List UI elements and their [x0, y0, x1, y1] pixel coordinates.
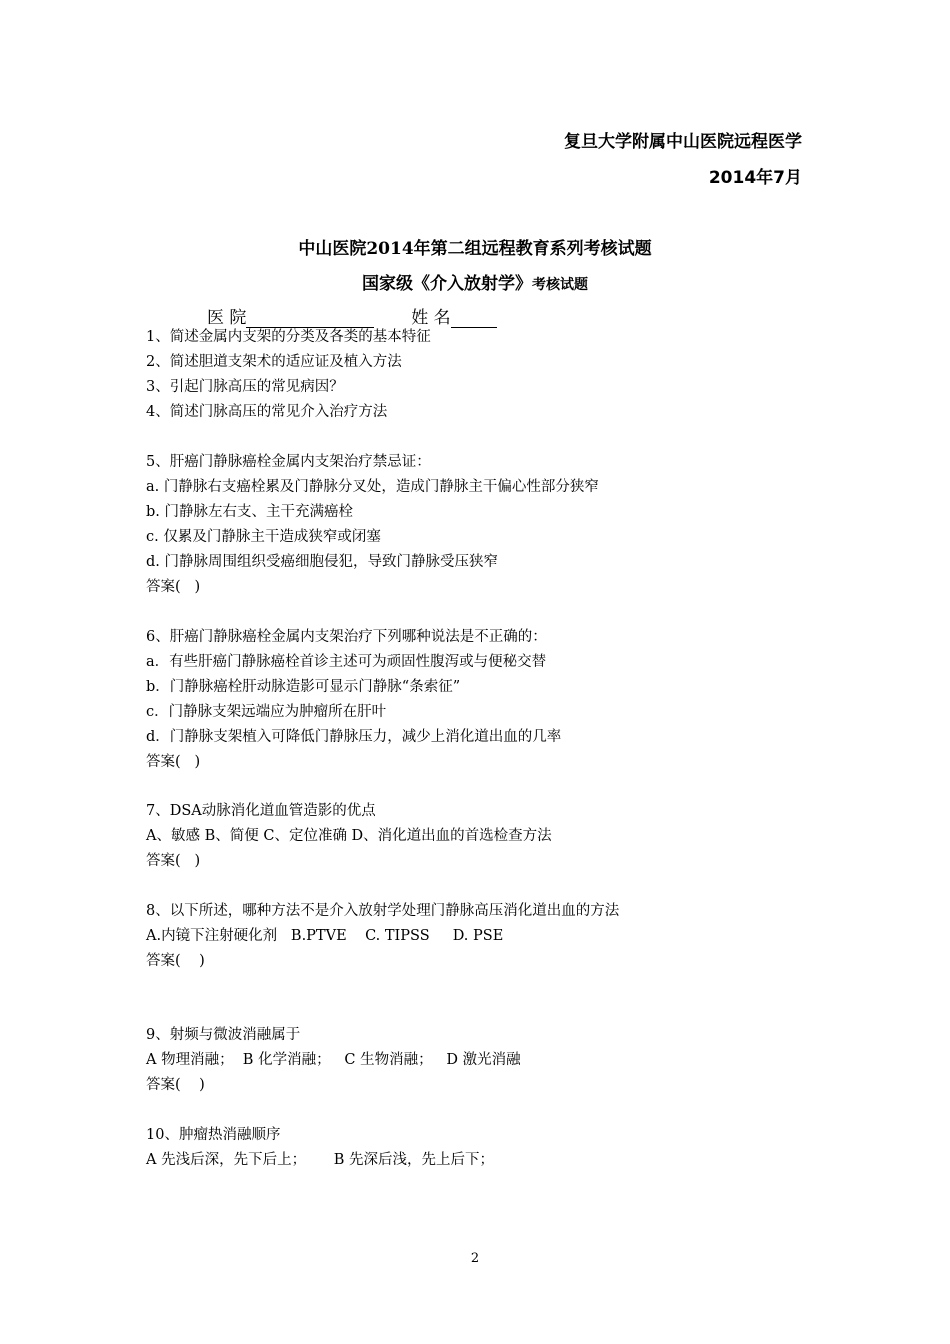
q6-answer: 答案( ) — [146, 754, 201, 770]
q5-option-a: a. 门静脉右支癌栓累及门静脉分叉处，造成门静脉主干偏心性部分狭窄 — [146, 479, 599, 495]
q10-options: A 先浅后深，先下后上； B 先深后浅，先上后下； — [146, 1152, 494, 1168]
question-8: 8、以下所述，哪种方法不是介入放射学处理门静脉高压消化道出血的方法 — [146, 903, 620, 919]
q9-answer: 答案( ) — [146, 1077, 205, 1093]
question-9: 9、射频与微波消融属于 — [146, 1027, 301, 1043]
q6-option-a: a．有些肝癌门静脉癌栓首诊主述可为顽固性腹泻或与便秘交替 — [146, 654, 547, 670]
question-6: 6、肝癌门静脉癌栓金属内支架治疗下列哪种说法是不正确的： — [146, 629, 547, 645]
exam-subtitle — [0, 269, 950, 294]
name-blank[interactable] — [451, 309, 497, 328]
hospital-label: 医 院 — [207, 308, 247, 328]
institution-name: 复旦大学附属中山医院远程医学 — [564, 132, 802, 152]
question-10: 10、肿瘤热消融顺序 — [146, 1127, 281, 1143]
q8-options: A.内镜下注射硬化剂 B.PTVE C. TIPSS D. PSE — [146, 928, 504, 944]
q9-options: A 物理消融； B 化学消融； C 生物消融； D 激光消融 — [146, 1052, 521, 1068]
q5-option-b: b. 门静脉左右支、主干充满癌栓 — [146, 504, 353, 520]
page-number: 2 — [470, 1251, 480, 1266]
header-date: 2014年7月 — [708, 168, 802, 188]
question-5: 5、肝癌门静脉癌栓金属内支架治疗禁忌证： — [146, 454, 431, 470]
question-4: 4、简述门脉高压的常见介入治疗方法 — [146, 404, 388, 420]
name-label: 姓 名 — [411, 308, 451, 328]
q8-answer: 答案( ) — [146, 953, 205, 969]
q6-option-b: b．门静脉癌栓肝动脉造影可显示门静脉“条索征” — [146, 679, 461, 695]
q5-option-c: c. 仅累及门静脉主干造成狭窄或闭塞 — [146, 529, 381, 545]
hospital-blank[interactable] — [246, 309, 374, 328]
question-2: 2、简述胆道支架术的适应证及植入方法 — [146, 354, 402, 370]
exam-subtitle-suffix: 考核试题 — [532, 277, 588, 293]
question-1: 1、简述金属内支架的分类及各类的基本特征 — [146, 329, 431, 345]
q5-option-d: d. 门静脉周围组织受癌细胞侵犯，导致门静脉受压狭窄 — [146, 554, 498, 570]
q5-answer: 答案( ) — [146, 579, 201, 595]
q6-option-d: d．门静脉支架植入可降低门静脉压力，减少上消化道出血的几率 — [146, 729, 562, 745]
exam-title: 中山医院2014年第二组远程教育系列考核试题 — [298, 239, 652, 259]
q7-answer: 答案( ) — [146, 853, 201, 869]
examinee-info-row — [207, 303, 497, 328]
question-3: 3、引起门脉高压的常见病因？ — [146, 379, 344, 395]
exam-subtitle-main: 国家级《介入放射学》 — [362, 274, 532, 294]
q6-option-c: c．门静脉支架远端应为肿瘤所在肝叶 — [146, 704, 387, 720]
q7-options: A、敏感 B、简便 C、定位准确 D、消化道出血的首选检查方法 — [146, 828, 552, 844]
question-7: 7、DSA动脉消化道血管造影的优点 — [146, 803, 376, 819]
